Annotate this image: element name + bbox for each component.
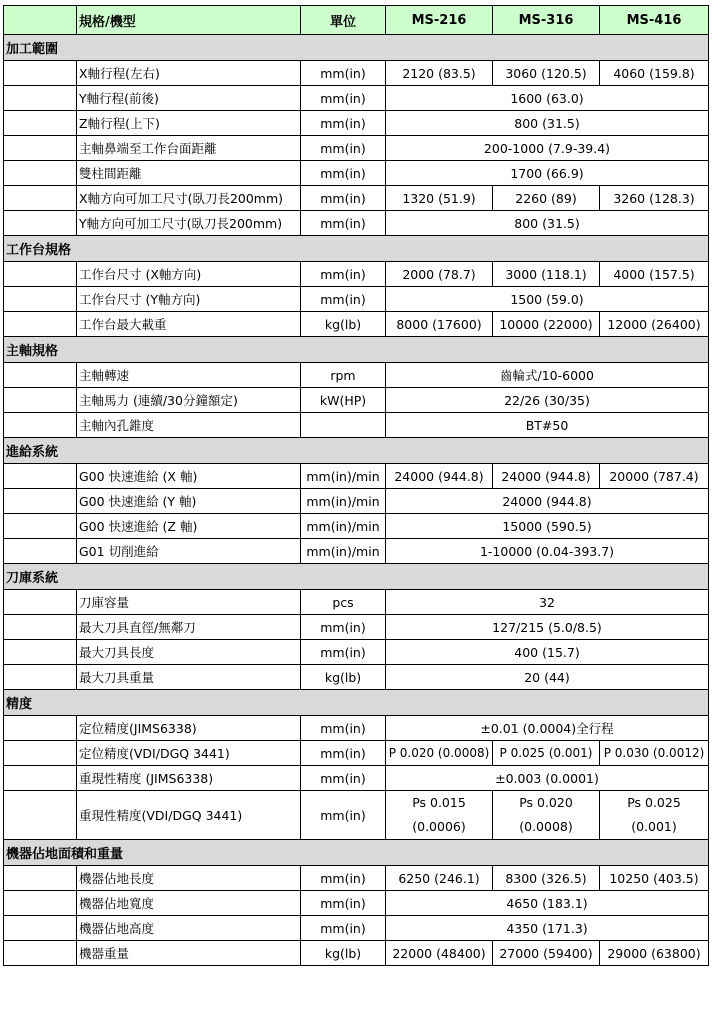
spec-row <box>4 312 709 337</box>
section-row <box>4 840 709 866</box>
spec-item-label: 最大刀具長度 <box>77 640 301 665</box>
spec-item-label: 工作台最大載重 <box>77 312 301 337</box>
spec-unit: kg(lb) <box>301 665 386 690</box>
spec-unit: mm(in) <box>301 262 386 287</box>
row-indent-cell <box>4 891 77 916</box>
spec-value-model-2: 3000 (118.1) <box>493 262 600 287</box>
row-indent-cell <box>4 791 77 840</box>
spec-unit: mm(in) <box>301 716 386 741</box>
spec-value-model-3: 4060 (159.8) <box>600 61 709 86</box>
spec-item-label: 最大刀具重量 <box>77 665 301 690</box>
spec-value-model-3: 4000 (157.5) <box>600 262 709 287</box>
spec-value-model-3: 29000 (63800) <box>600 941 709 966</box>
spec-row <box>4 791 709 840</box>
spec-value-model-1: 2120 (83.5) <box>386 61 493 86</box>
spec-row <box>4 590 709 615</box>
spec-unit: mm(in) <box>301 186 386 211</box>
row-indent-cell <box>4 186 77 211</box>
spec-value-model-1: 24000 (944.8) <box>386 464 493 489</box>
spec-row <box>4 640 709 665</box>
row-indent-cell <box>4 665 77 690</box>
spec-row <box>4 866 709 891</box>
spec-value-model-2: 24000 (944.8) <box>493 464 600 489</box>
header-model-label: 規格/機型 <box>77 6 301 35</box>
spec-value-model-1: Ps 0.015 (0.0006) <box>386 791 493 840</box>
spec-item-label: 刀庫容量 <box>77 590 301 615</box>
spec-unit: kg(lb) <box>301 312 386 337</box>
spec-unit: rpm <box>301 363 386 388</box>
row-indent-cell <box>4 590 77 615</box>
spec-value-model-1: 2000 (78.7) <box>386 262 493 287</box>
section-title: 工作台規格 <box>4 236 709 262</box>
spec-item-label: 工作台尺寸 (Y軸方向) <box>77 287 301 312</box>
spec-row <box>4 186 709 211</box>
spec-item-label: 機器佔地高度 <box>77 916 301 941</box>
row-indent-cell <box>4 86 77 111</box>
spec-item-label: 機器佔地長度 <box>77 866 301 891</box>
spec-value-shared: 32 <box>386 590 709 615</box>
spec-row <box>4 136 709 161</box>
spec-unit: mm(in)/min <box>301 514 386 539</box>
spec-value-model-1: 8000 (17600) <box>386 312 493 337</box>
spec-row <box>4 941 709 966</box>
spec-unit: mm(in) <box>301 741 386 766</box>
spec-item-label: Y軸方向可加工尺寸(臥刀長200mm) <box>77 211 301 236</box>
spec-unit: mm(in) <box>301 640 386 665</box>
spec-value-model-2: 2260 (89) <box>493 186 600 211</box>
row-indent-cell <box>4 211 77 236</box>
spec-unit: pcs <box>301 590 386 615</box>
row-indent-cell <box>4 539 77 564</box>
spec-row <box>4 916 709 941</box>
spec-value-model-3: 20000 (787.4) <box>600 464 709 489</box>
spec-unit: mm(in) <box>301 891 386 916</box>
spec-row <box>4 413 709 438</box>
row-indent-cell <box>4 615 77 640</box>
spec-value-shared: 400 (15.7) <box>386 640 709 665</box>
spec-row <box>4 388 709 413</box>
spec-unit: mm(in) <box>301 61 386 86</box>
row-indent-cell <box>4 716 77 741</box>
row-indent-cell <box>4 136 77 161</box>
spec-row <box>4 489 709 514</box>
spec-item-label: 主軸鼻端至工作台面距離 <box>77 136 301 161</box>
spec-item-label: 主軸轉速 <box>77 363 301 388</box>
spec-row <box>4 665 709 690</box>
spec-value-shared: 4350 (171.3) <box>386 916 709 941</box>
spec-value-shared: 4650 (183.1) <box>386 891 709 916</box>
row-indent-cell <box>4 741 77 766</box>
spec-value-model-2: 10000 (22000) <box>493 312 600 337</box>
spec-value-model-2: 3060 (120.5) <box>493 61 600 86</box>
spec-table-body <box>4 6 709 966</box>
spec-row <box>4 615 709 640</box>
spec-item-label: 雙柱間距離 <box>77 161 301 186</box>
spec-value-model-1: P 0.020 (0.0008) <box>386 741 493 766</box>
spec-unit: kg(lb) <box>301 941 386 966</box>
spec-value-shared: 1500 (59.0) <box>386 287 709 312</box>
header-model-3: MS-416 <box>600 6 709 35</box>
spec-item-label: 重現性精度 (JIMS6338) <box>77 766 301 791</box>
header-model-2: MS-316 <box>493 6 600 35</box>
spec-value-shared: 800 (31.5) <box>386 211 709 236</box>
spec-row <box>4 741 709 766</box>
spec-value-shared: 15000 (590.5) <box>386 514 709 539</box>
spec-row <box>4 766 709 791</box>
row-indent-cell <box>4 312 77 337</box>
section-title: 加工範圍 <box>4 35 709 61</box>
spec-item-label: G00 快速進給 (X 軸) <box>77 464 301 489</box>
spec-unit: mm(in) <box>301 111 386 136</box>
spec-value-model-1: 22000 (48400) <box>386 941 493 966</box>
header-blank-cell <box>4 6 77 35</box>
spec-row <box>4 211 709 236</box>
row-indent-cell <box>4 916 77 941</box>
spec-unit: mm(in) <box>301 161 386 186</box>
spec-unit: mm(in) <box>301 866 386 891</box>
spec-unit: mm(in) <box>301 615 386 640</box>
spec-row <box>4 61 709 86</box>
spec-row <box>4 716 709 741</box>
section-row <box>4 564 709 590</box>
section-title: 主軸規格 <box>4 337 709 363</box>
spec-row <box>4 363 709 388</box>
spec-value-shared: 1-10000 (0.04-393.7) <box>386 539 709 564</box>
spec-item-label: Z軸行程(上下) <box>77 111 301 136</box>
spec-value-shared: 22/26 (30/35) <box>386 388 709 413</box>
row-indent-cell <box>4 640 77 665</box>
spec-item-label: 重現性精度(VDI/DGQ 3441) <box>77 791 301 840</box>
row-indent-cell <box>4 766 77 791</box>
spec-value-model-3: 12000 (26400) <box>600 312 709 337</box>
spec-value-shared: 800 (31.5) <box>386 111 709 136</box>
row-indent-cell <box>4 489 77 514</box>
row-indent-cell <box>4 941 77 966</box>
spec-row <box>4 262 709 287</box>
spec-value-model-3: P 0.030 (0.0012) <box>600 741 709 766</box>
row-indent-cell <box>4 287 77 312</box>
spec-item-label: X軸行程(左右) <box>77 61 301 86</box>
section-title: 精度 <box>4 690 709 716</box>
spec-value-shared: 24000 (944.8) <box>386 489 709 514</box>
section-title: 機器佔地面積和重量 <box>4 840 709 866</box>
spec-value-shared: 20 (44) <box>386 665 709 690</box>
spec-value-model-2: 8300 (326.5) <box>493 866 600 891</box>
section-row <box>4 438 709 464</box>
spec-unit: mm(in)/min <box>301 464 386 489</box>
spec-row <box>4 287 709 312</box>
spec-value-model-1: 6250 (246.1) <box>386 866 493 891</box>
spec-unit: mm(in) <box>301 916 386 941</box>
row-indent-cell <box>4 464 77 489</box>
spec-unit: mm(in) <box>301 136 386 161</box>
row-indent-cell <box>4 413 77 438</box>
spec-table <box>3 5 709 966</box>
row-indent-cell <box>4 111 77 136</box>
spec-unit: mm(in) <box>301 211 386 236</box>
spec-value-shared: 1700 (66.9) <box>386 161 709 186</box>
spec-item-label: Y軸行程(前後) <box>77 86 301 111</box>
section-row <box>4 337 709 363</box>
spec-item-label: G00 快速進給 (Y 軸) <box>77 489 301 514</box>
spec-item-label: 機器重量 <box>77 941 301 966</box>
spec-unit: kW(HP) <box>301 388 386 413</box>
section-row <box>4 236 709 262</box>
spec-value-model-3: 3260 (128.3) <box>600 186 709 211</box>
row-indent-cell <box>4 363 77 388</box>
header-model-1: MS-216 <box>386 6 493 35</box>
row-indent-cell <box>4 866 77 891</box>
spec-value-shared: ±0.01 (0.0004)全行程 <box>386 716 709 741</box>
spec-value-model-2: P 0.025 (0.001) <box>493 741 600 766</box>
spec-row <box>4 891 709 916</box>
spec-item-label: 定位精度(VDI/DGQ 3441) <box>77 741 301 766</box>
section-row <box>4 35 709 61</box>
spec-unit <box>301 413 386 438</box>
spec-item-label: 機器佔地寬度 <box>77 891 301 916</box>
spec-value-model-3: Ps 0.025 (0.001) <box>600 791 709 840</box>
spec-value-shared: ±0.003 (0.0001) <box>386 766 709 791</box>
spec-item-label: 最大刀具直徑/無鄰刀 <box>77 615 301 640</box>
spec-row <box>4 514 709 539</box>
spec-item-label: 工作台尺寸 (X軸方向) <box>77 262 301 287</box>
spec-item-label: G00 快速進給 (Z 軸) <box>77 514 301 539</box>
spec-row <box>4 111 709 136</box>
row-indent-cell <box>4 262 77 287</box>
spec-row <box>4 161 709 186</box>
spec-value-model-1: 1320 (51.9) <box>386 186 493 211</box>
spec-value-model-2: 27000 (59400) <box>493 941 600 966</box>
row-indent-cell <box>4 61 77 86</box>
row-indent-cell <box>4 161 77 186</box>
spec-value-shared: BT#50 <box>386 413 709 438</box>
spec-row <box>4 539 709 564</box>
spec-unit: mm(in) <box>301 766 386 791</box>
section-title: 進給系統 <box>4 438 709 464</box>
spec-row <box>4 86 709 111</box>
spec-row <box>4 464 709 489</box>
spec-value-shared: 1600 (63.0) <box>386 86 709 111</box>
spec-item-label: 定位精度(JIMS6338) <box>77 716 301 741</box>
spec-item-label: 主軸馬力 (連續/30分鐘額定) <box>77 388 301 413</box>
spec-unit: mm(in) <box>301 791 386 840</box>
spec-value-shared: 齒輪式/10-6000 <box>386 363 709 388</box>
row-indent-cell <box>4 388 77 413</box>
spec-value-shared: 200-1000 (7.9-39.4) <box>386 136 709 161</box>
section-row <box>4 690 709 716</box>
spec-unit: mm(in) <box>301 86 386 111</box>
row-indent-cell <box>4 514 77 539</box>
spec-value-shared: 127/215 (5.0/8.5) <box>386 615 709 640</box>
header-unit-label: 單位 <box>301 6 386 35</box>
header-row <box>4 6 709 35</box>
spec-item-label: X軸方向可加工尺寸(臥刀長200mm) <box>77 186 301 211</box>
section-title: 刀庫系統 <box>4 564 709 590</box>
spec-value-model-3: 10250 (403.5) <box>600 866 709 891</box>
spec-item-label: G01 切削進給 <box>77 539 301 564</box>
spec-item-label: 主軸內孔錐度 <box>77 413 301 438</box>
spec-unit: mm(in)/min <box>301 489 386 514</box>
spec-unit: mm(in) <box>301 287 386 312</box>
spec-unit: mm(in)/min <box>301 539 386 564</box>
spec-value-model-2: Ps 0.020 (0.0008) <box>493 791 600 840</box>
